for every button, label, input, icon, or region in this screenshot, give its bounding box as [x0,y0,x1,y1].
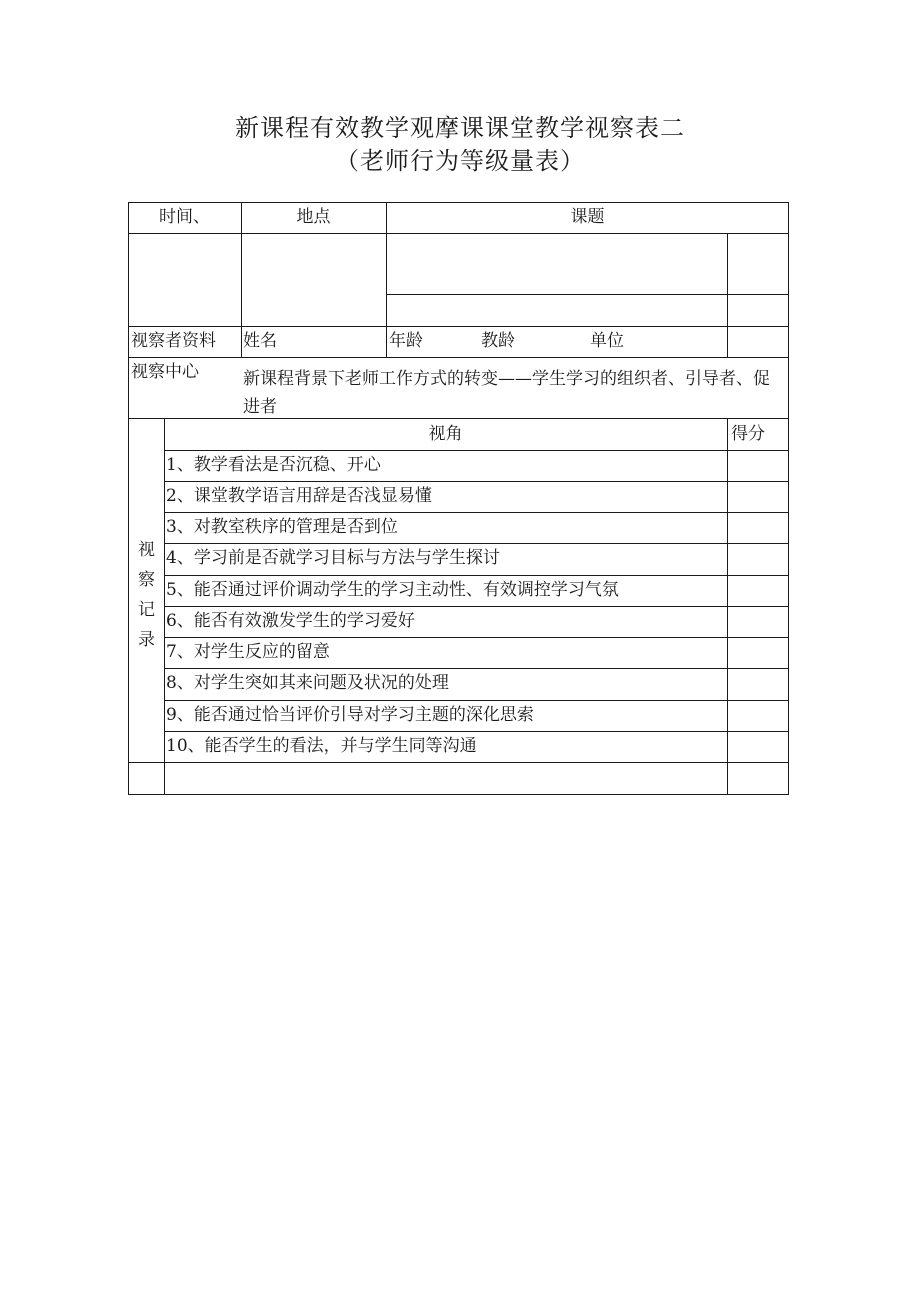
header-place: 地点 [296,207,331,227]
criteria-item: 9、能否通过恰当评价引导对学习主题的深化思索 [166,705,534,725]
observer-name-label: 姓名 [243,331,277,351]
criteria-item: 10、能否学生的看法，并与学生同等沟通 [166,736,477,756]
score-header: 得分 [731,424,765,444]
criteria-item: 2、课堂教学语言用辞是否浅显易懂 [166,486,432,506]
document-title: 新课程有效教学观摩课课堂教学视察表二 [235,114,685,142]
criteria-item: 3、对教室秩序的管理是否到位 [166,517,398,537]
observer-unit-label: 单位 [590,331,624,351]
observer-age-label: 年龄 [389,331,423,351]
focus-label: 视察中心 [131,362,199,382]
header-topic: 课题 [570,207,605,227]
criteria-item: 4、学习前是否就学习目标与方法与学生探讨 [166,548,500,568]
record-side-char: 察 [138,570,155,590]
criteria-item: 5、能否通过评价调动学生的学习主动性、有效调控学习气氛 [166,580,619,600]
criteria-item: 8、对学生突如其来问题及状况的处理 [166,673,449,693]
criteria-item: 7、对学生反应的留意 [166,642,330,662]
criteria-item: 6、能否有效激发学生的学习爱好 [166,611,415,631]
observer-teaching-age-label: 教龄 [481,331,515,351]
observer-label: 视察者资料 [131,331,216,351]
focus-text: 新课程背景下老师工作方式的转变——学生学习的组织者、引导者、促进者 [243,369,770,417]
record-side-char: 视 [138,540,155,560]
header-time: 时间、 [159,207,210,227]
document-subtitle: （老师行为等级量表） [335,147,585,175]
criteria-item: 1、教学看法是否沉稳、开心 [166,455,381,475]
perspective-header: 视角 [428,424,463,444]
record-side-char: 录 [138,630,155,650]
record-side-char: 记 [138,600,155,620]
